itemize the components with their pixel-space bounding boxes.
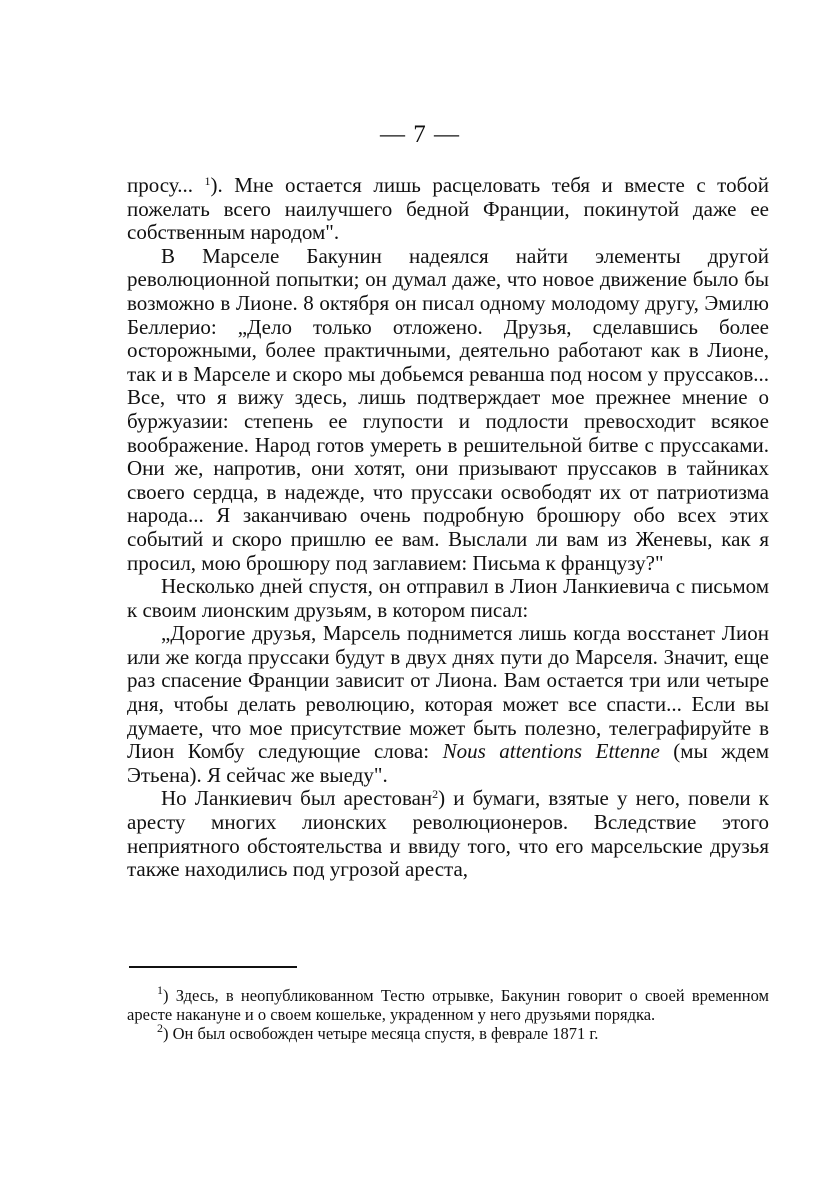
paragraph-1-start: просу... bbox=[127, 173, 205, 197]
page-number: — 7 — bbox=[380, 121, 460, 148]
quoted-letter-end: (мы ждем Этьена). Я сейчас же выеду". bbox=[127, 739, 769, 787]
paragraph-1-end: ). Мне остается лишь расцеловать тебя и вместе с тобой пожелать всего наилучшего бедной Франции, покинутой даже ее собственным народом". bbox=[127, 173, 769, 245]
paragraph-5 bbox=[127, 787, 769, 881]
paragraph-3: Несколько дней спустя, он отправил в Лион Ланкиевича с письмом к своим лионским друзьям, в котором писал: bbox=[127, 574, 769, 622]
footnote-1-mark: 1 bbox=[157, 983, 163, 997]
footnote-separator bbox=[129, 966, 297, 968]
footnote-2 bbox=[127, 1021, 769, 1043]
paragraph-2: В Марселе Бакунин надеялся найти элементы другой революционной попытки; он думал даже, что новое движение было бы возможно в Лионе. 8 октября он писал одному молодому другу, Эмилю Беллерио: „Дело только отложено. Друзья, сделавшись более осторожными, более практичными, деятельно работают как в Лионе, так и в Марселе и скоро мы добьемся реванша под носом у пруссаков... Все, что я вижу здесь, лишь подтверждает мое прежнее мнение о буржуазии: степень ее глупости и подлости превосходит всякое воображение. Народ готов умереть в решительной битве с пруссаками. Они же, напротив, они хотят, они призывают пруссаков в тайниках своего сердца, в надежде, что пруссаки освободят их от патриотизма народа... Я заканчиваю очень подробную брошюру обо всех этих событий и скоро пришлю ее вам. Выслали ли вам из Женевы, как я просил, мою брошюру под заглавием: Письма к французу?" bbox=[127, 243, 769, 575]
footnote-1 bbox=[127, 983, 769, 1024]
footnote-ref-1: 1 bbox=[204, 174, 211, 188]
footnote-ref-2: 2 bbox=[432, 787, 439, 802]
footnote-1-text: ) Здесь, в неопубликованном Тестю отрывке, Бакунин говорит о своей временном аресте накануне и о своем кошельке, украденном у него друзьями порядка. bbox=[127, 986, 769, 1024]
footnote-2-text: ) Он был освобожден четыре месяца спустя, в феврале 1871 г. bbox=[163, 1024, 599, 1043]
italic-phrase: Nous attentions Ettenne bbox=[442, 739, 660, 764]
paragraph-5-end: ) и бумаги, взятые у него, повели к аресту многих лионских революционеров. Вследствие этого неприятного обстоятельства и ввиду того, что его марсельские друзья также находились под угрозой ареста, bbox=[127, 786, 769, 882]
body-text bbox=[127, 174, 769, 882]
paragraph-1 bbox=[127, 174, 769, 245]
footnote-2-mark: 2 bbox=[157, 1021, 163, 1035]
quoted-letter bbox=[127, 622, 769, 787]
quoted-letter-start: „Дорогие друзья, Марсель поднимется лишь когда восстанет Лион или же когда пруссаки будут в двух днях пути до Марселя. Значит, еще раз спасение Франции зависит от Лиона. Вам остается три или четыре дня, чтобы делать революцию, которая может все спасти... Если вы думаете, что мое присутствие может быть полезно, телеграфируйте в Лион Комбу следующие слова: bbox=[127, 621, 769, 764]
footnotes bbox=[127, 983, 769, 1043]
paragraph-5-start: Но Ланкиевич был арестован bbox=[161, 786, 433, 811]
